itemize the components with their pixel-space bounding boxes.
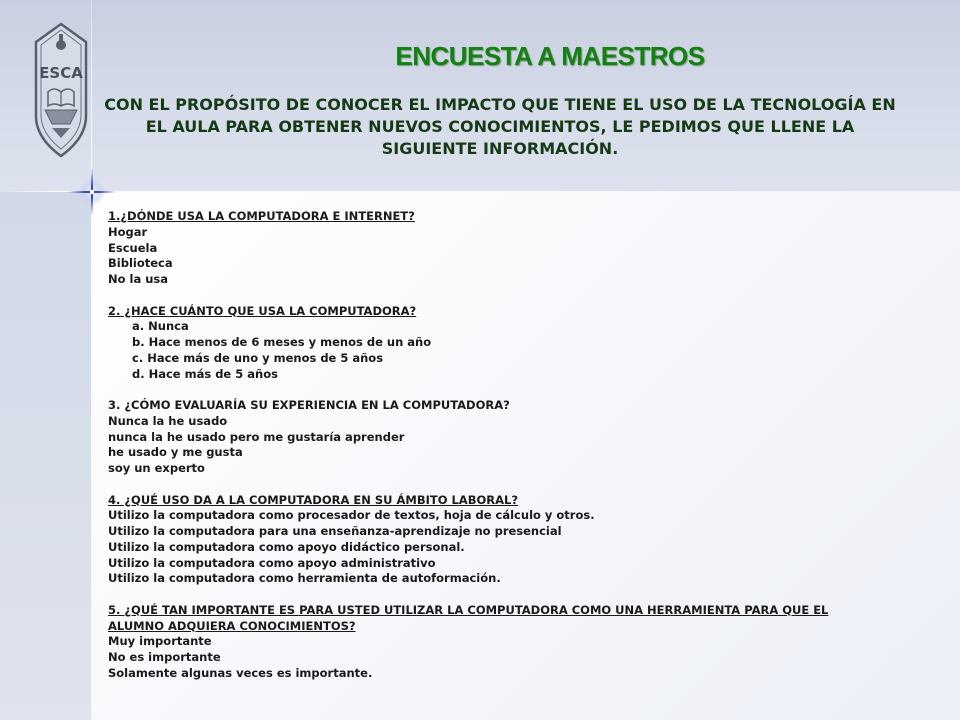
- question-3-option: nunca la he usado pero me gustaría aprender: [108, 429, 405, 444]
- question-2-option: b. Hace menos de 6 meses y menos de un año: [132, 335, 432, 349]
- question-2-option: d. Hace más de 5 años: [132, 366, 278, 381]
- question-1: 1.¿DÓNDE USA LA COMPUTADORA E INTERNET?: [108, 209, 415, 223]
- spacer: [108, 477, 908, 493]
- page-subtitle: CON EL PROPÓSITO DE CONOCER EL IMPACTO QUE TIENE EL USO DE LA TECNOLOGÍA EN EL AULA PARA OBTENER NUEVOS CONOCIMIENTOS, LE PEDIMOS QUE LLENE LA SIGUIENTE INFORMACIÓN.: [104, 95, 896, 158]
- question-1-option: Escuela: [108, 240, 158, 255]
- logo-text: ESCA: [39, 64, 83, 82]
- question-5-option: Solamente algunas veces es importante.: [108, 665, 373, 680]
- page-title: ENCUESTA A MAESTROS: [395, 41, 705, 71]
- question-3: 3. ¿CÓMO EVALUARÍA SU EXPERIENCIA EN LA COMPUTADORA?: [108, 398, 510, 412]
- question-4-option: Utilizo la computadora como procesador de textos, hoja de cálculo y otros.: [108, 508, 595, 523]
- spacer: [108, 587, 908, 603]
- question-4-option: Utilizo la computadora como apoyo administrativo: [108, 555, 436, 570]
- question-4-option: Utilizo la computadora como herramienta de autoformación.: [108, 571, 501, 586]
- question-5-line-1: 5. ¿QUÉ TAN IMPORTANTE ES PARA USTED UTILIZAR LA COMPUTADORA COMO UNA HERRAMIENTA PARA QUE EL: [108, 602, 829, 617]
- horizontal-divider: [0, 191, 960, 192]
- question-3-option: Nunca la he usado: [108, 413, 228, 428]
- question-3-option: he usado y me gusta: [108, 445, 243, 460]
- spacer: [108, 288, 908, 304]
- esca-logo: [30, 20, 92, 160]
- question-5-line-2: ALUMNO ADQUIERA CONOCIMIENTOS?: [108, 618, 356, 633]
- question-4-option: Utilizo la computadora como apoyo didáctico personal.: [108, 539, 465, 554]
- question-1-option: No la usa: [108, 272, 169, 286]
- spacer: [108, 382, 908, 398]
- question-1-option: Hogar: [108, 224, 148, 239]
- question-3-option: soy un experto: [108, 461, 205, 475]
- question-4: 4. ¿QUÉ USO DA A LA COMPUTADORA EN SU ÁMBITO LABORAL?: [108, 492, 519, 507]
- question-1-option: Biblioteca: [108, 256, 173, 271]
- left-band: [0, 192, 92, 720]
- question-2-option: c. Hace más de uno y menos de 5 años: [132, 350, 384, 365]
- question-5-option: No es importante: [108, 650, 221, 664]
- question-5-option: Muy importante: [108, 634, 212, 649]
- question-4-option: Utilizo la computadora para una enseñanza-aprendizaje no presencial: [108, 524, 562, 538]
- question-2: 2. ¿HACE CUÁNTO QUE USA LA COMPUTADORA?: [108, 303, 417, 318]
- question-2-option: a. Nunca: [132, 319, 189, 334]
- survey-form: [108, 209, 908, 682]
